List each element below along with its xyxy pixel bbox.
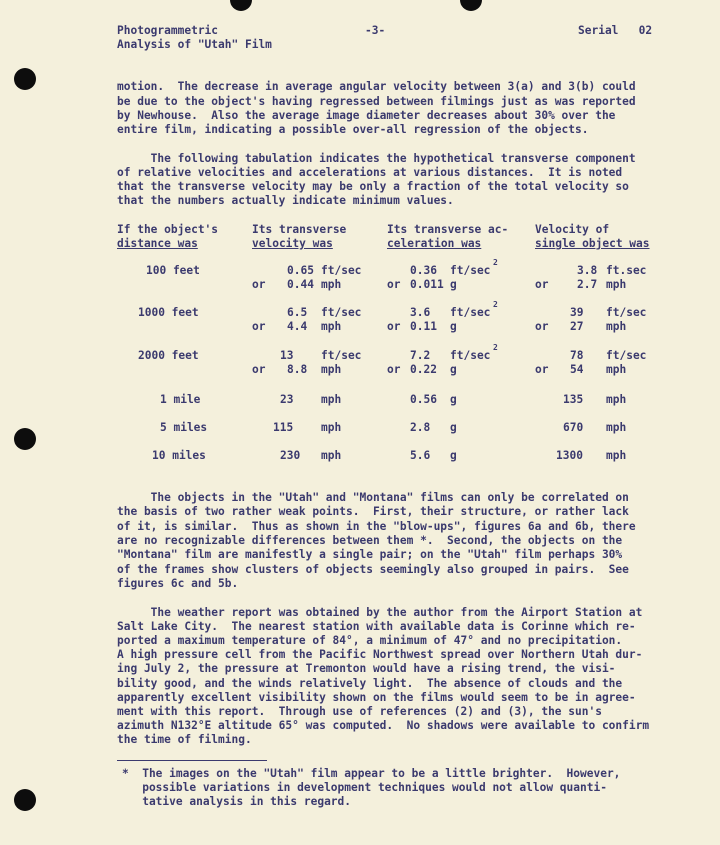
table-header: If the object's	[117, 223, 219, 236]
table-cell: ft/sec	[450, 264, 491, 277]
text-line: motion. The decrease in average angular velocity between 3(a) and 3(b) could	[117, 80, 636, 93]
binder-hole-left	[14, 789, 36, 811]
table-cell: mph	[606, 449, 627, 462]
table-cell-distance: 10 miles	[152, 449, 206, 462]
header-title: Photogrammetric	[117, 24, 219, 37]
text-line: of relative velocities and accelerations at various distances. It is noted	[117, 166, 623, 179]
table-cell: 0.11	[410, 320, 437, 333]
text-line: that the numbers actually indicate minimum values.	[117, 194, 454, 207]
table-cell: g	[450, 449, 457, 462]
table-cell: mph	[321, 363, 342, 376]
table-cell: 0.011	[410, 278, 444, 291]
table-cell: mph	[606, 363, 627, 376]
text-line: A high pressure cell from the Pacific Northwest spread over Northern Utah dur-	[117, 648, 643, 661]
table-cell-distance: 100 feet	[146, 264, 200, 277]
text-line: ing July 2, the pressure at Tremonton would have a rising trend, the visi-	[117, 662, 616, 675]
table-cell-or: or	[535, 320, 549, 333]
table-cell: mph	[321, 421, 342, 434]
table-cell: 27	[570, 320, 584, 333]
table-cell: 2.7	[577, 278, 598, 291]
table-header: Velocity of	[535, 223, 610, 236]
table-cell-distance: 5 miles	[160, 421, 208, 434]
table-cell: ft/sec	[450, 306, 491, 319]
table-cell: mph	[606, 393, 627, 406]
table-cell: 54	[570, 363, 584, 376]
table-cell: mph	[606, 421, 627, 434]
table-cell-or: or	[252, 320, 266, 333]
table-header: Its transverse ac-	[387, 223, 509, 236]
table-cell: 8.8	[287, 363, 308, 376]
table-cell: 0.36	[410, 264, 437, 277]
table-cell-exponent: 2	[493, 258, 498, 267]
table-cell-or: or	[252, 278, 266, 291]
header-subtitle: Analysis of "Utah" Film	[117, 38, 272, 51]
text-line: the time of filming.	[117, 733, 252, 746]
serial-number: Serial 02	[578, 24, 653, 37]
table-cell: 0.65	[287, 264, 314, 277]
footnote-divider	[117, 760, 267, 761]
text-line: The following tabulation indicates the hypothetical transverse component	[117, 152, 636, 165]
table-cell: mph	[606, 320, 627, 333]
text-line: tative analysis in this regard.	[122, 795, 352, 808]
table-cell-distance: 2000 feet	[138, 349, 199, 362]
text-line: that the transverse velocity may be only a fraction of the total velocity so	[117, 180, 629, 193]
table-cell: g	[450, 278, 457, 291]
table-cell: mph	[321, 278, 342, 291]
table-cell: 0.22	[410, 363, 437, 376]
table-cell: ft/sec	[321, 306, 362, 319]
table-cell-or: or	[252, 363, 266, 376]
text-line: bility good, and the winds relatively light. The absence of clouds and the	[117, 677, 623, 690]
table-cell: 39	[570, 306, 584, 319]
table-cell: ft/sec	[321, 264, 362, 277]
table-header: single object was	[535, 237, 650, 250]
table-cell-or: or	[387, 278, 401, 291]
table-cell: g	[450, 363, 457, 376]
table-cell: ft/sec	[450, 349, 491, 362]
table-cell: 670	[563, 421, 584, 434]
table-cell: g	[450, 320, 457, 333]
table-cell-exponent: 2	[493, 343, 498, 352]
text-line: Salt Lake City. The nearest station with available data is Corinne which re-	[117, 620, 636, 633]
text-line: entire film, indicating a possible over-all regression of the objects.	[117, 123, 589, 136]
text-line: be due to the object's having regressed between filmings just as was reported	[117, 95, 636, 108]
text-line: of it, is similar. Thus as shown in the "blow-ups", figures 6a and 6b, there	[117, 520, 636, 533]
table-cell: g	[450, 393, 457, 406]
text-line: apparently excellent visibility shown on the films would seem to be in agree-	[117, 691, 636, 704]
binder-hole-top	[230, 0, 252, 11]
text-line: ported a maximum temperature of 84°, a minimum of 47° and no precipitation.	[117, 634, 623, 647]
text-line: of the frames show clusters of objects seemingly also grouped in pairs. See	[117, 563, 629, 576]
table-cell-or: or	[387, 363, 401, 376]
text-line: The weather report was obtained by the author from the Airport Station at	[117, 606, 643, 619]
table-cell-or: or	[535, 278, 549, 291]
text-line: The objects in the "Utah" and "Montana" films can only be correlated on	[117, 491, 629, 504]
table-cell-or: or	[535, 363, 549, 376]
page-number: -3-	[365, 24, 386, 37]
table-cell: ft/sec	[321, 349, 362, 362]
table-cell: 78	[570, 349, 584, 362]
table-cell: g	[450, 421, 457, 434]
table-cell: 23	[280, 393, 294, 406]
table-cell: 135	[563, 393, 584, 406]
table-cell-or: or	[387, 320, 401, 333]
text-line: are no recognizable differences between them *. Second, the objects on the	[117, 534, 623, 547]
table-cell: mph	[321, 393, 342, 406]
table-cell-distance: 1000 feet	[138, 306, 199, 319]
text-line: azimuth N132°E altitude 65° was computed. No shadows were available to confirm	[117, 719, 650, 732]
table-cell: mph	[606, 278, 627, 291]
table-cell: mph	[321, 320, 342, 333]
table-cell: ft/sec	[606, 306, 647, 319]
text-line: the basis of two rather weak points. First, their structure, or rather lack	[117, 505, 629, 518]
text-line: possible variations in development techniques would not allow quanti-	[122, 781, 607, 794]
table-cell: 115	[273, 421, 294, 434]
table-cell: ft.sec	[606, 264, 647, 277]
table-cell: 1300	[556, 449, 583, 462]
text-line: figures 6c and 5b.	[117, 577, 239, 590]
table-cell: 2.8	[410, 421, 431, 434]
text-line: by Newhouse. Also the average image diameter decreases about 30% over the	[117, 109, 616, 122]
text-line: ment with this report. Through use of references (2) and (3), the sun's	[117, 705, 602, 718]
table-cell: 3.6	[410, 306, 431, 319]
table-cell: 0.56	[410, 393, 437, 406]
binder-hole-left	[14, 428, 36, 450]
table-cell: ft/sec	[606, 349, 647, 362]
table-cell: 7.2	[410, 349, 431, 362]
table-cell: 5.6	[410, 449, 431, 462]
binder-hole-left	[14, 68, 36, 90]
table-header: Its transverse	[252, 223, 347, 236]
table-header: celeration was	[387, 237, 482, 250]
table-cell: mph	[321, 449, 342, 462]
table-cell-distance: 1 mile	[160, 393, 201, 406]
table-header: velocity was	[252, 237, 333, 250]
table-cell: 4.4	[287, 320, 308, 333]
table-cell: 0.44	[287, 278, 314, 291]
table-header: distance was	[117, 237, 198, 250]
table-cell: 230	[280, 449, 301, 462]
text-line: "Montana" film are manifestly a single pair; on the "Utah" film perhaps 30%	[117, 548, 623, 561]
text-line: * The images on the "Utah" film appear to be a little brighter. However,	[122, 767, 621, 780]
binder-hole-top	[460, 0, 482, 11]
table-cell: 3.8	[577, 264, 598, 277]
table-cell-exponent: 2	[493, 300, 498, 309]
table-cell: 13	[280, 349, 294, 362]
table-cell: 6.5	[287, 306, 308, 319]
